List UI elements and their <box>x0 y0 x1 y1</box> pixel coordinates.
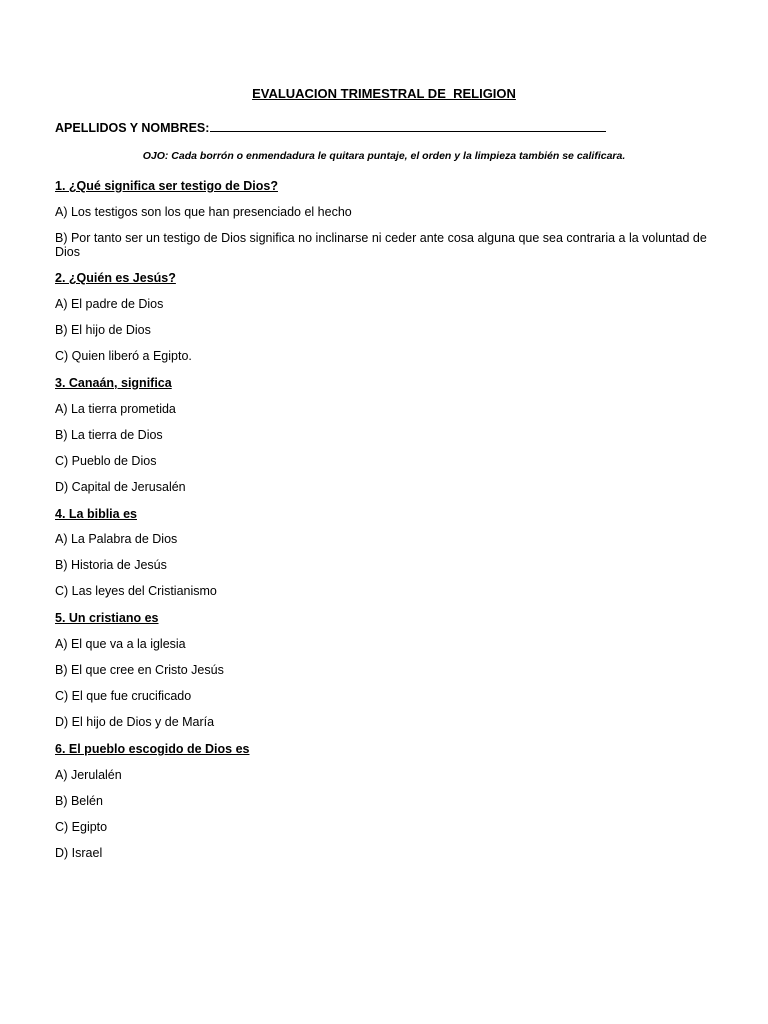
question-2-option-a: A) El padre de Dios <box>55 297 164 311</box>
question-3-option-c: C) Pueblo de Dios <box>55 454 157 468</box>
exam-note: OJO: Cada borrón o enmendadura le quitara puntaje, el orden y la limpieza también se calificara. <box>142 150 626 162</box>
question-4-option-c: C) Las leyes del Cristianismo <box>55 584 217 598</box>
name-label: APELLIDOS Y NOMBRES: <box>55 121 210 135</box>
question-5-option-c: C) El que fue crucificado <box>55 689 192 703</box>
exam-title: EVALUACION TRIMESTRAL DE RELIGION <box>252 86 516 101</box>
question-6-option-b: B) Belén <box>55 794 103 808</box>
question-2-option-c: C) Quien liberó a Egipto. <box>55 349 192 363</box>
question-5: 5. Un cristiano es <box>55 611 159 625</box>
question-5-option-a: A) El que va a la iglesia <box>55 637 186 651</box>
question-1-option-b: B) Por tanto ser un testigo de Dios significa no inclinarse ni ceder ante cosa alguna que sea contraria a la voluntad de Dios <box>55 231 707 259</box>
question-6-option-d: D) Israel <box>55 846 103 860</box>
question-1-option-a: A) Los testigos son los que han presenciado el hecho <box>55 205 352 219</box>
name-field-line <box>55 120 606 135</box>
question-4-option-a: A) La Palabra de Dios <box>55 532 178 546</box>
question-6-option-c: C) Egipto <box>55 820 108 834</box>
question-2-option-b: B) El hijo de Dios <box>55 323 151 337</box>
question-6-option-a: A) Jerulalén <box>55 768 122 782</box>
question-4-option-b: B) Historia de Jesús <box>55 558 167 572</box>
name-blank <box>210 120 606 132</box>
question-3: 3. Canaán, significa <box>55 376 172 390</box>
question-2: 2. ¿Quién es Jesús? <box>55 271 176 285</box>
question-5-option-d: D) El hijo de Dios y de María <box>55 715 215 729</box>
question-1: 1. ¿Qué significa ser testigo de Dios? <box>55 179 278 193</box>
question-3-option-d: D) Capital de Jerusalén <box>55 480 186 494</box>
question-3-option-a: A) La tierra prometida <box>55 402 176 416</box>
question-4: 4. La biblia es <box>55 507 137 521</box>
question-5-option-b: B) El que cree en Cristo Jesús <box>55 663 224 677</box>
question-6: 6. El pueblo escogido de Dios es <box>55 742 250 756</box>
question-3-option-b: B) La tierra de Dios <box>55 428 163 442</box>
